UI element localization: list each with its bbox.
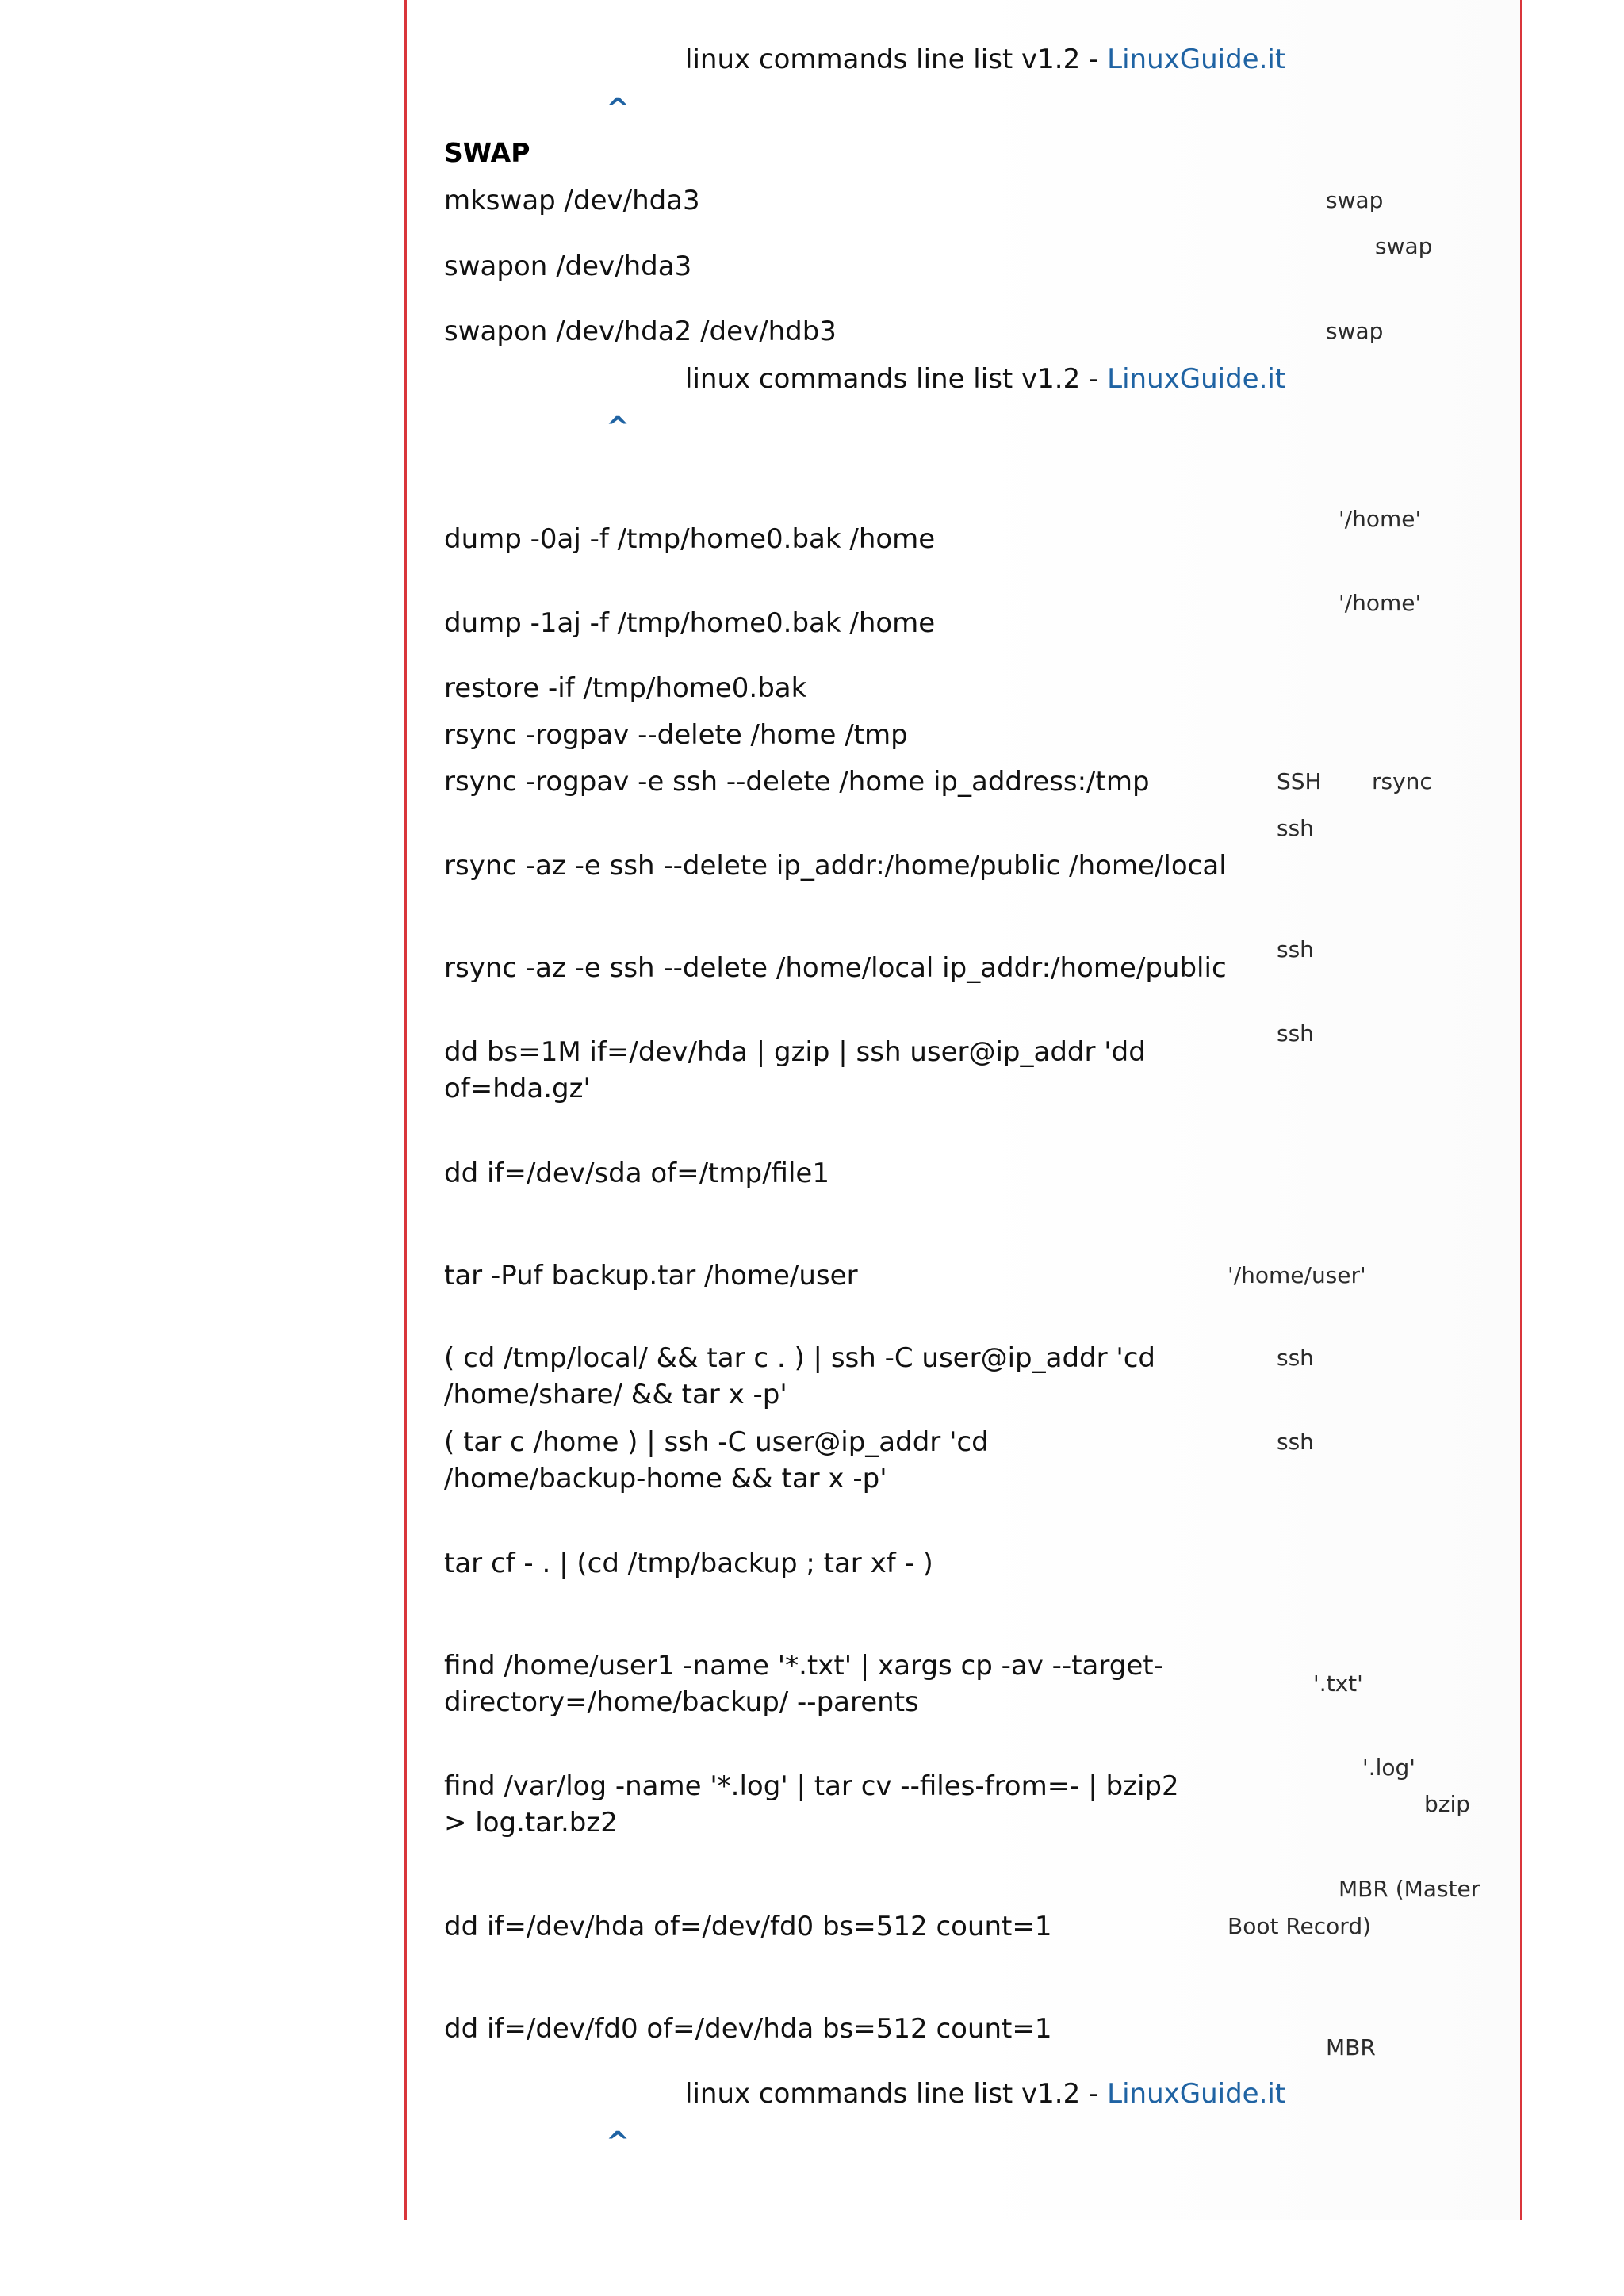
command-dd-file: dd if=/dev/sda of=/tmp/file1 (444, 1158, 829, 1189)
command-find-log: find /var/log -name '*.log' | tar cv --files-from=- | bzip2 > log.tar.bz2 (444, 1770, 1179, 1839)
footer-line (685, 361, 1285, 397)
note-ssh: ssh (1277, 936, 1314, 962)
note-ssh: SSH (1277, 768, 1322, 794)
linuxguide-link[interactable]: LinuxGuide.it (1107, 44, 1286, 75)
command-tar-update: tar -Puf backup.tar /home/user (444, 1260, 858, 1292)
linuxguide-link[interactable]: LinuxGuide.it (1107, 363, 1286, 395)
note-ssh: ssh (1277, 1345, 1314, 1371)
section-heading-swap: SWAP (444, 137, 530, 168)
footer-text: linux commands line list v1.2 - (685, 2078, 1108, 2110)
command-dump-incremental: dump -1aj -f /tmp/home0.bak /home (444, 607, 936, 639)
command-dump-full: dump -0aj -f /tmp/home0.bak /home (444, 523, 936, 555)
command-rsync-local: rsync -rogpav --delete /home /tmp (444, 719, 908, 751)
note-txt: '.txt' (1313, 1670, 1363, 1697)
command-find-txt: find /home/user1 -name '*.txt' | xargs cp -av --target-directory=/home/backup/ --parents (444, 1650, 1163, 1718)
note-ssh: ssh (1277, 815, 1314, 841)
note-home: '/home' (1339, 590, 1422, 616)
note-ssh: ssh (1277, 1429, 1314, 1455)
note-bzip: bzip (1424, 1791, 1471, 1817)
footer-line (685, 41, 1285, 78)
footer-text: linux commands line list v1.2 - (685, 44, 1108, 75)
command-tar-pipe: tar cf - . | (cd /tmp/backup ; tar xf - ) (444, 1548, 933, 1579)
command-restore: restore -if /tmp/home0.bak (444, 672, 807, 704)
command-dd-mbr-restore: dd if=/dev/fd0 of=/dev/hda bs=512 count=1 (444, 2013, 1052, 2045)
command-rsync-ssh: rsync -rogpav -e ssh --delete /home ip_address:/tmp (444, 766, 1150, 798)
note-ssh: ssh (1277, 1020, 1314, 1047)
note-rsync: rsync (1372, 768, 1432, 794)
note-swap: swap (1326, 187, 1384, 213)
command-rsync-pull: rsync -az -e ssh --delete ip_addr:/home/public /home/local (444, 850, 1227, 882)
command-tar-ssh-backup: ( tar c /home ) | ssh -C user@ip_addr 'cd /home/backup-home && tar x -p' (444, 1426, 989, 1494)
command-rsync-push: rsync -az -e ssh --delete /home/local ip_addr:/home/public (444, 952, 1227, 984)
linuxguide-link[interactable]: LinuxGuide.it (1107, 2078, 1286, 2110)
note-mbr: MBR (1326, 2034, 1376, 2061)
note-swap: swap (1375, 233, 1433, 259)
back-to-top-link[interactable]: ^ (606, 411, 630, 444)
command-dd-mbr-backup: dd if=/dev/hda of=/dev/fd0 bs=512 count=1 (444, 1911, 1052, 1942)
command-dd-gzip-ssh: dd bs=1M if=/dev/hda | gzip | ssh user@ip_addr 'dd of=hda.gz' (444, 1036, 1146, 1104)
footer-line (685, 2076, 1285, 2112)
command-swapon-multi: swapon /dev/hda2 /dev/hdb3 (444, 316, 837, 347)
command-swapon: swapon /dev/hda3 (444, 251, 692, 282)
back-to-top-link[interactable]: ^ (606, 2126, 630, 2159)
note-home-user: '/home/user' (1228, 1262, 1366, 1288)
note-boot-record: Boot Record) (1228, 1913, 1372, 1939)
note-mbr: MBR (Master (1339, 1876, 1480, 1902)
note-home: '/home' (1339, 506, 1422, 532)
back-to-top-link[interactable]: ^ (606, 93, 630, 125)
command-tar-ssh-share: ( cd /tmp/local/ && tar c . ) | ssh -C user@ip_addr 'cd /home/share/ && tar x -p' (444, 1342, 1156, 1410)
note-log: '.log' (1362, 1755, 1415, 1781)
footer-text: linux commands line list v1.2 - (685, 363, 1108, 395)
command-mkswap: mkswap /dev/hda3 (444, 185, 700, 216)
note-swap: swap (1326, 318, 1384, 344)
